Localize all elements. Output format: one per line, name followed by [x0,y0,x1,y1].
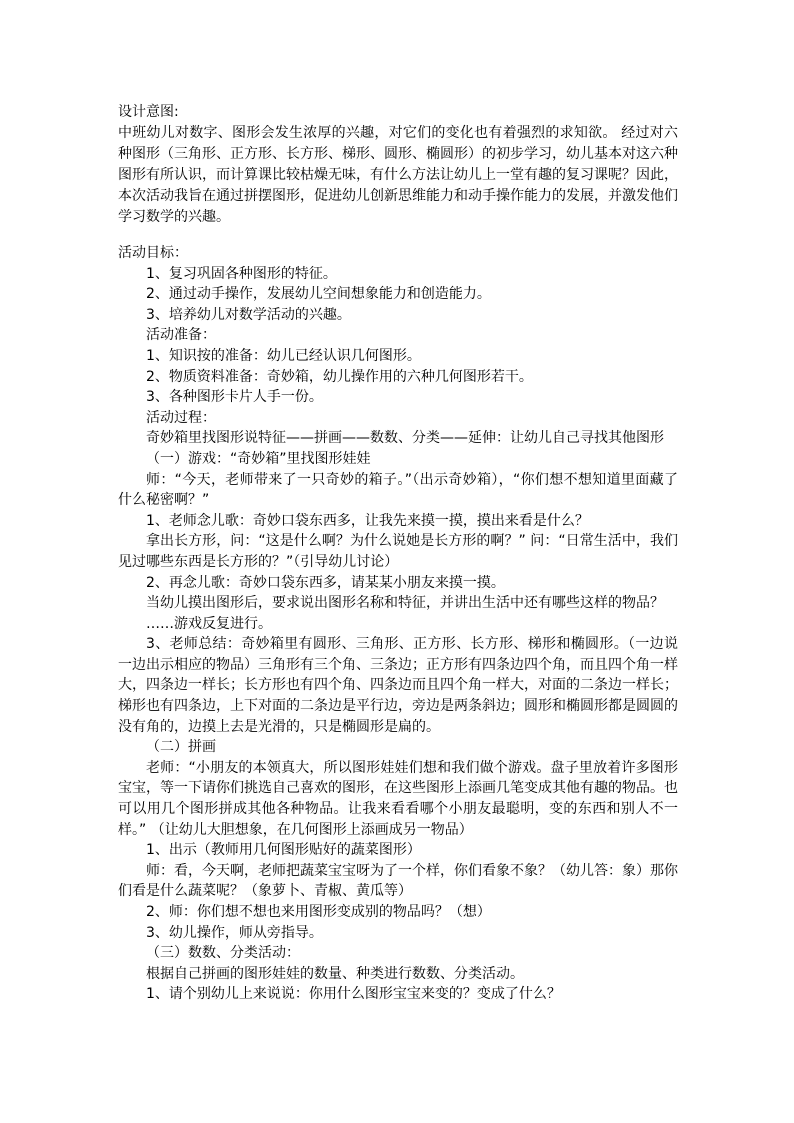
part1-step3: 3、老师总结：奇妙箱里有圆形、三角形、正方形、长方形、梯形和椭圆形。（一边说一边出示相应的物品）三角形有三个角、三条边；正方形有四条边四个角，而且四个角一样大，四条边一样长；长方形也有四个角、四条边而且四个角一样大，对面的二条边一样长；梯形也有四条边，上下对面的二条边是平行边，旁边是两条斜边；圆形和椭圆形都是圆圆的没有角的，边摸上去是光滑的，只是椭圆形是扁的。 [118,636,678,735]
part3-title: （三）数数、分类活动： [146,945,300,962]
prep-item-1: 1、知识按的准备：幼儿已经认识几何图形。 [146,347,421,364]
goal-item-1: 1、复习巩固各种图形的特征。 [146,265,337,282]
goal-item-3: 3、培养幼儿对数学活动的兴趣。 [146,306,351,323]
prep-heading: 活动准备： [146,327,216,344]
part1-teacher-intro: 师：“今天，老师带来了一只奇妙的箱子。”（出示奇妙箱），“你们想不想知道里面藏了什么秘密啊？” [118,471,678,509]
goals-heading: 活动目标： [118,245,188,261]
part3-intro: 根据自己拼画的图形娃娃的数量、种类进行数数、分类活动。 [146,965,524,982]
part2-teacher-talk: 老师：“小朋友的本领真大，所以图形娃娃们想和我们做个游戏。盘子里放着许多图形宝宝，等一下请你们挑选自己喜欢的图形，在这些图形上添画几笔变成其他有趣的物品。也可以用几个图形拼成其他各种物品。让我来看看哪个小朋友最聪明，变的东西和别人不一样。” （让幼儿大胆想象，在几何图形上添画成另一物品） [118,759,678,838]
design-intent-section [118,102,678,228]
part2-step3: 3、幼儿操作，师从旁指导。 [146,924,323,941]
goal-item-2: 2、通过动手操作，发展幼儿空间想象能力和创造能力。 [146,286,491,303]
process-heading: 活动过程： [146,409,216,426]
part2-step1-detail: 师：看，今天啊，老师把蔬菜宝宝呀为了一个样，你们看象不象？（幼儿答：象）那你们看是什么蔬菜呢？（象萝卜、青椒、黄瓜等） [118,862,678,900]
design-intent-heading: 设计意图: [118,104,179,120]
part1-repeat: ……游戏反复进行。 [146,615,272,632]
part1-step1: 1、老师念儿歌：奇妙口袋东西多，让我先来摸一摸，摸出来看是什么？ [146,512,589,529]
part1-step2: 2、再念儿歌：奇妙口袋东西多，请某某小朋友来摸一摸。 [146,574,505,591]
part2-step2: 2、师：你们想不想也来用图形变成别的物品吗？（想） [146,904,491,920]
part1-step1-detail: 拿出长方形，问：“这是什么啊？为什么说她是长方形的啊？” 问：“日常生活中，我们见过哪些东西是长方形的？”（引导幼儿讨论） [118,533,678,570]
design-intent-body: 中班幼儿对数字、图形会发生浓厚的兴趣，对它们的变化也有着强烈的求知欲。 经过对六种图形（三角形、正方形、长方形、梯形、圆形、椭圆形）的初步学习，幼儿基本对这六种图形有所认识，而计算课比较枯燥无味，有什么方法让幼儿上一堂有趣的复习课呢？因此，本次活动我旨在通过拼摆图形，促进幼儿创新思维能力和动手操作能力的发展，并激发他们学习数学的兴趣。 [118,124,678,225]
process-flow: 奇妙箱里找图形说特征——拼画——数数、分类——延伸：让幼儿自己寻找其他图形 [146,430,664,447]
prep-item-2: 2、物质资料准备：奇妙箱，幼儿操作用的六种几何图形若干。 [146,368,533,385]
part3-step1: 1、请个别幼儿上来说说：你用什么图形宝宝来变的？变成了什么？ [146,986,561,1003]
part2-step1: 1、出示（教师用几何图形贴好的蔬菜图形） [146,842,421,859]
prep-item-3: 3、各种图形卡片人手一份。 [146,389,323,406]
part1-step2-detail: 当幼儿摸出图形后，要求说出图形名称和特征，并讲出生活中还有哪些这样的物品？ [146,595,664,612]
goals-section [118,243,678,1005]
part2-title: （二）拼画 [146,739,216,756]
part1-title: （一）游戏：“奇妙箱”里找图形娃娃 [146,450,371,467]
